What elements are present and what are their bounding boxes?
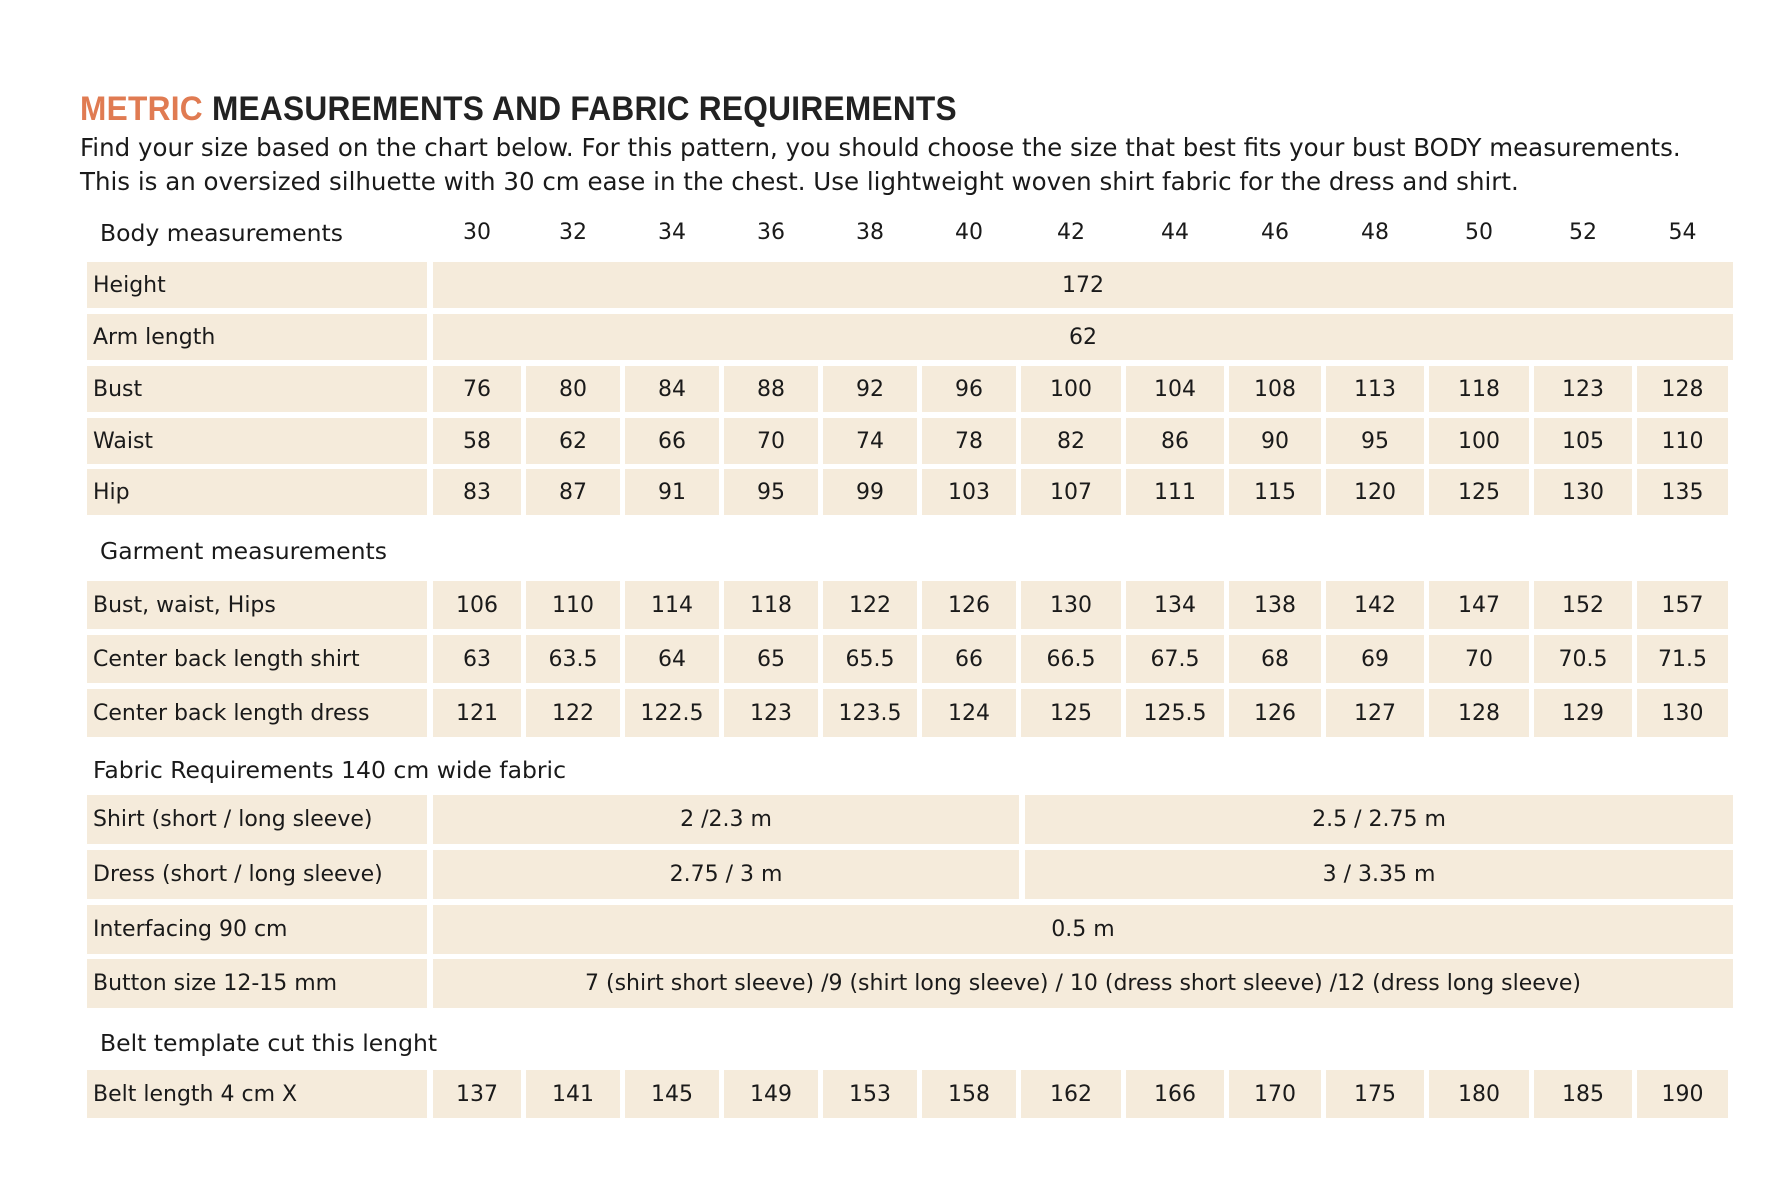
row-label: Shirt (short / long sleeve) <box>87 795 427 844</box>
row-label: Button size 12-15 mm <box>87 959 427 1008</box>
span-cell: 7 (shirt short sleeve) /9 (shirt long sleeve) / 10 (dress short sleeve) /12 (dress long sleeve) <box>433 959 1733 1008</box>
value-cell: 70.5 <box>1534 635 1632 683</box>
value-cell: 149 <box>724 1070 818 1118</box>
size-label: 32 <box>559 220 587 245</box>
value-cell: 166 <box>1126 1070 1224 1118</box>
value-cell: 74 <box>823 418 917 464</box>
value-cell: 66.5 <box>1021 635 1121 683</box>
span-cell: 172 <box>433 262 1733 308</box>
title-rest: MEASUREMENTS AND FABRIC REQUIREMENTS <box>211 90 957 128</box>
body-row-height <box>0 262 1786 308</box>
value-cell: 137 <box>433 1070 521 1118</box>
value-cell: 123 <box>1534 366 1632 412</box>
value-cell: 141 <box>526 1070 620 1118</box>
value-cell: 66 <box>625 418 719 464</box>
value-cell: 92 <box>823 366 917 412</box>
value-cell: 145 <box>625 1070 719 1118</box>
fabric-cell-right: 2.5 / 2.75 m <box>1025 795 1733 844</box>
size-label: 52 <box>1569 220 1597 245</box>
value-cell: 114 <box>625 581 719 629</box>
value-cell: 100 <box>1021 366 1121 412</box>
row-label: Center back length shirt <box>87 635 427 683</box>
value-cell: 83 <box>433 469 521 515</box>
value-cell: 125.5 <box>1126 689 1224 737</box>
value-cell: 99 <box>823 469 917 515</box>
value-cell: 153 <box>823 1070 917 1118</box>
value-cell: 63 <box>433 635 521 683</box>
garment-row-0 <box>0 581 1786 629</box>
value-cell: 123 <box>724 689 818 737</box>
fabric-cell-right: 3 / 3.35 m <box>1025 850 1733 899</box>
value-cell: 68 <box>1229 635 1321 683</box>
value-cell: 128 <box>1429 689 1529 737</box>
value-cell: 121 <box>433 689 521 737</box>
value-cell: 123.5 <box>823 689 917 737</box>
fabric-row-0 <box>0 795 1786 844</box>
value-cell: 157 <box>1637 581 1728 629</box>
span-cell: 0.5 m <box>433 905 1733 954</box>
value-cell: 76 <box>433 366 521 412</box>
body-row-arm-length <box>0 314 1786 360</box>
row-label: Belt length 4 cm X <box>87 1070 427 1118</box>
value-cell: 142 <box>1326 581 1424 629</box>
fabric-row-2 <box>0 905 1786 954</box>
value-cell: 125 <box>1021 689 1121 737</box>
value-cell: 100 <box>1429 418 1529 464</box>
row-label: Bust, waist, Hips <box>87 581 427 629</box>
value-cell: 69 <box>1326 635 1424 683</box>
row-label: Dress (short / long sleeve) <box>87 850 427 899</box>
garment-measurements-header: Garment measurements <box>100 537 387 565</box>
value-cell: 66 <box>922 635 1016 683</box>
value-cell: 122.5 <box>625 689 719 737</box>
value-cell: 82 <box>1021 418 1121 464</box>
size-label: 48 <box>1361 220 1389 245</box>
row-label: Hip <box>87 469 427 515</box>
value-cell: 128 <box>1637 366 1728 412</box>
value-cell: 107 <box>1021 469 1121 515</box>
value-cell: 147 <box>1429 581 1529 629</box>
value-cell: 130 <box>1021 581 1121 629</box>
value-cell: 58 <box>433 418 521 464</box>
row-label: Center back length dress <box>87 689 427 737</box>
value-cell: 126 <box>922 581 1016 629</box>
size-label: 50 <box>1465 220 1493 245</box>
size-label: 40 <box>955 220 983 245</box>
value-cell: 110 <box>526 581 620 629</box>
value-cell: 138 <box>1229 581 1321 629</box>
intro-text <box>80 131 1681 199</box>
value-cell: 70 <box>1429 635 1529 683</box>
value-cell: 104 <box>1126 366 1224 412</box>
value-cell: 71.5 <box>1637 635 1728 683</box>
value-cell: 124 <box>922 689 1016 737</box>
value-cell: 125 <box>1429 469 1529 515</box>
value-cell: 95 <box>1326 418 1424 464</box>
value-cell: 65 <box>724 635 818 683</box>
value-cell: 108 <box>1229 366 1321 412</box>
value-cell: 135 <box>1637 469 1728 515</box>
value-cell: 63.5 <box>526 635 620 683</box>
intro-line-2: This is an oversized silhuette with 30 cm ease in the chest. Use lightweight woven shirt fabric for the dress and shirt. <box>80 167 1519 196</box>
value-cell: 122 <box>526 689 620 737</box>
value-cell: 90 <box>1229 418 1321 464</box>
size-label: 44 <box>1161 220 1189 245</box>
value-cell: 190 <box>1637 1070 1728 1118</box>
value-cell: 130 <box>1534 469 1632 515</box>
fabric-cell-left: 2.75 / 3 m <box>433 850 1019 899</box>
value-cell: 95 <box>724 469 818 515</box>
title-accent: METRIC <box>80 90 203 128</box>
value-cell: 103 <box>922 469 1016 515</box>
value-cell: 129 <box>1534 689 1632 737</box>
value-cell: 70 <box>724 418 818 464</box>
belt-length-row <box>0 1070 1786 1118</box>
fabric-cell-left: 2 /2.3 m <box>433 795 1019 844</box>
value-cell: 86 <box>1126 418 1224 464</box>
body-row-waist <box>0 418 1786 464</box>
value-cell: 87 <box>526 469 620 515</box>
value-cell: 180 <box>1429 1070 1529 1118</box>
value-cell: 106 <box>433 581 521 629</box>
intro-line-1: Find your size based on the chart below. For this pattern, you should choose the size that best fits your bust BODY measurements. <box>80 133 1681 162</box>
value-cell: 105 <box>1534 418 1632 464</box>
value-cell: 96 <box>922 366 1016 412</box>
value-cell: 134 <box>1126 581 1224 629</box>
row-label: Height <box>87 262 427 308</box>
value-cell: 91 <box>625 469 719 515</box>
size-label: 36 <box>757 220 785 245</box>
garment-row-1 <box>0 635 1786 683</box>
value-cell: 120 <box>1326 469 1424 515</box>
size-label: 46 <box>1261 220 1289 245</box>
body-row-bust <box>0 366 1786 412</box>
value-cell: 158 <box>922 1070 1016 1118</box>
fabric-requirements-header: Fabric Requirements 140 cm wide fabric <box>93 756 567 784</box>
value-cell: 64 <box>625 635 719 683</box>
value-cell: 115 <box>1229 469 1321 515</box>
page-title <box>80 90 957 129</box>
value-cell: 78 <box>922 418 1016 464</box>
value-cell: 152 <box>1534 581 1632 629</box>
value-cell: 118 <box>724 581 818 629</box>
row-label: Arm length <box>87 314 427 360</box>
belt-template-header: Belt template cut this lenght <box>100 1029 438 1057</box>
value-cell: 118 <box>1429 366 1529 412</box>
value-cell: 111 <box>1126 469 1224 515</box>
value-cell: 170 <box>1229 1070 1321 1118</box>
body-row-hip <box>0 469 1786 515</box>
fabric-row-3 <box>0 959 1786 1008</box>
value-cell: 65.5 <box>823 635 917 683</box>
body-measurements-header: Body measurements <box>100 219 343 247</box>
value-cell: 122 <box>823 581 917 629</box>
row-label: Interfacing 90 cm <box>87 905 427 954</box>
value-cell: 127 <box>1326 689 1424 737</box>
row-label: Bust <box>87 366 427 412</box>
value-cell: 80 <box>526 366 620 412</box>
size-header-row <box>0 220 1786 250</box>
value-cell: 110 <box>1637 418 1728 464</box>
value-cell: 175 <box>1326 1070 1424 1118</box>
size-label: 34 <box>658 220 686 245</box>
value-cell: 130 <box>1637 689 1728 737</box>
size-label: 38 <box>856 220 884 245</box>
value-cell: 126 <box>1229 689 1321 737</box>
span-cell: 62 <box>433 314 1733 360</box>
size-label: 30 <box>463 220 491 245</box>
value-cell: 67.5 <box>1126 635 1224 683</box>
size-label: 54 <box>1668 220 1697 245</box>
value-cell: 113 <box>1326 366 1424 412</box>
value-cell: 88 <box>724 366 818 412</box>
value-cell: 84 <box>625 366 719 412</box>
value-cell: 62 <box>526 418 620 464</box>
value-cell: 185 <box>1534 1070 1632 1118</box>
fabric-row-1 <box>0 850 1786 899</box>
size-label: 42 <box>1057 220 1085 245</box>
value-cell: 162 <box>1021 1070 1121 1118</box>
garment-row-2 <box>0 689 1786 737</box>
row-label: Waist <box>87 418 427 464</box>
